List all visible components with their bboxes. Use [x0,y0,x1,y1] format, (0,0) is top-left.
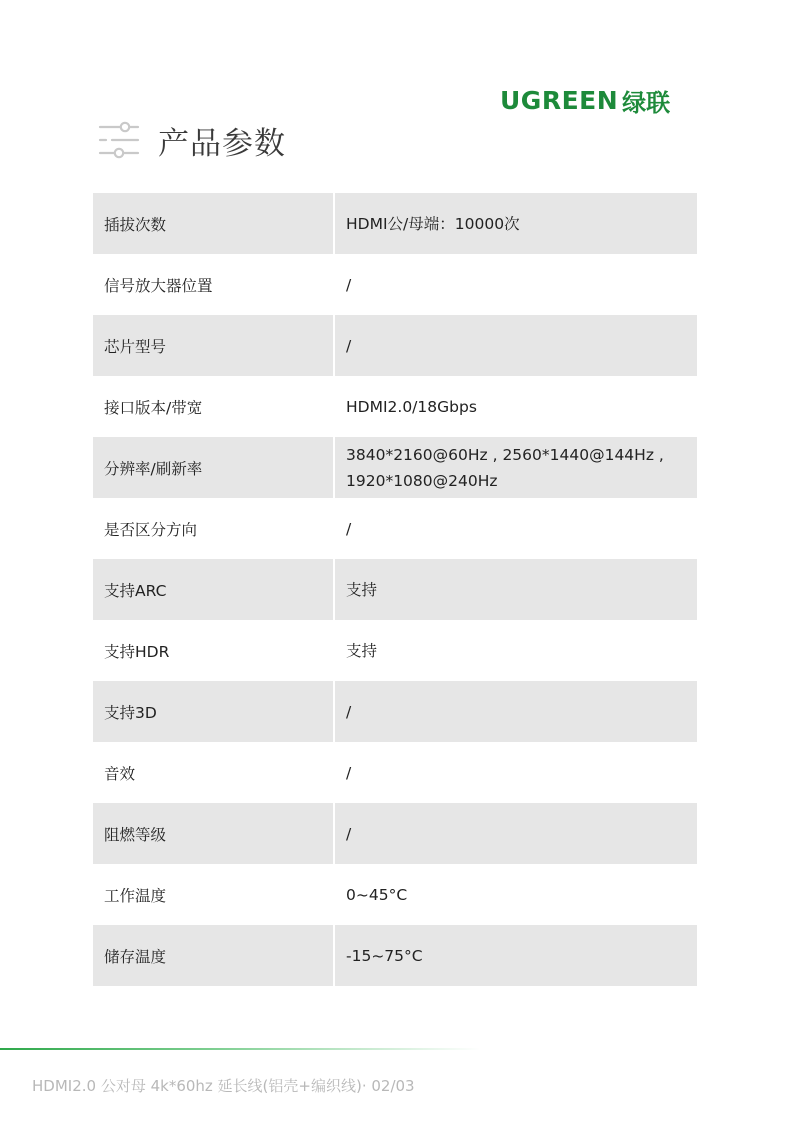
spec-row [93,437,697,498]
spec-row [93,315,697,376]
brand-logo [500,84,700,116]
spec-label: 支持HDR [104,642,170,661]
spec-row [93,559,697,620]
spec-value: 0~45°C [346,885,408,904]
spec-label: 插拔次数 [93,193,333,254]
brand-logo-latin: UGREEN [500,85,619,115]
spec-value: / [335,681,697,742]
spec-label: 信号放大器位置 [104,276,213,295]
footer-caption: HDMI2.0 公对母 4k*60hz 延长线(铝壳+编织线)· 02/03 [32,1077,415,1095]
spec-value: 3840*2160@60Hz , 2560*1440@144Hz , 1920*1080@240Hz [335,437,697,498]
spec-label: 音效 [104,764,136,783]
spec-value: / [346,275,352,294]
spec-label: 分辨率/刷新率 [93,437,333,498]
spec-row [93,254,697,315]
spec-value: 支持 [346,641,378,660]
spec-label: 支持3D [93,681,333,742]
sliders-icon [98,119,140,161]
brand-logo-cjk: 绿联 [622,88,671,117]
spec-value: HDMI2.0/18Gbps [346,397,477,416]
spec-table [93,193,697,986]
spec-label: 支持ARC [93,559,333,620]
spec-row [93,681,697,742]
spec-row [93,803,697,864]
spec-value: HDMI公/母端：10000次 [335,193,697,254]
spec-row [93,620,697,681]
spec-value: / [346,763,352,782]
spec-row [93,864,697,925]
spec-row [93,925,697,986]
spec-value: -15~75°C [335,925,697,986]
spec-value: / [335,803,697,864]
spec-label: 接口版本/带宽 [104,398,203,417]
spec-label: 储存温度 [93,925,333,986]
spec-row [93,498,697,559]
spec-label: 阻燃等级 [93,803,333,864]
spec-label: 工作温度 [104,886,167,905]
spec-row [93,193,697,254]
spec-label: 芯片型号 [93,315,333,376]
spec-row [93,742,697,803]
spec-label: 是否区分方向 [104,520,198,539]
spec-value: 支持 [335,559,697,620]
footer-divider [0,1048,480,1050]
page-title: 产品参数 [158,125,286,162]
spec-value: / [335,315,697,376]
spec-value: / [346,519,352,538]
spec-row [93,376,697,437]
section-header [98,116,286,164]
